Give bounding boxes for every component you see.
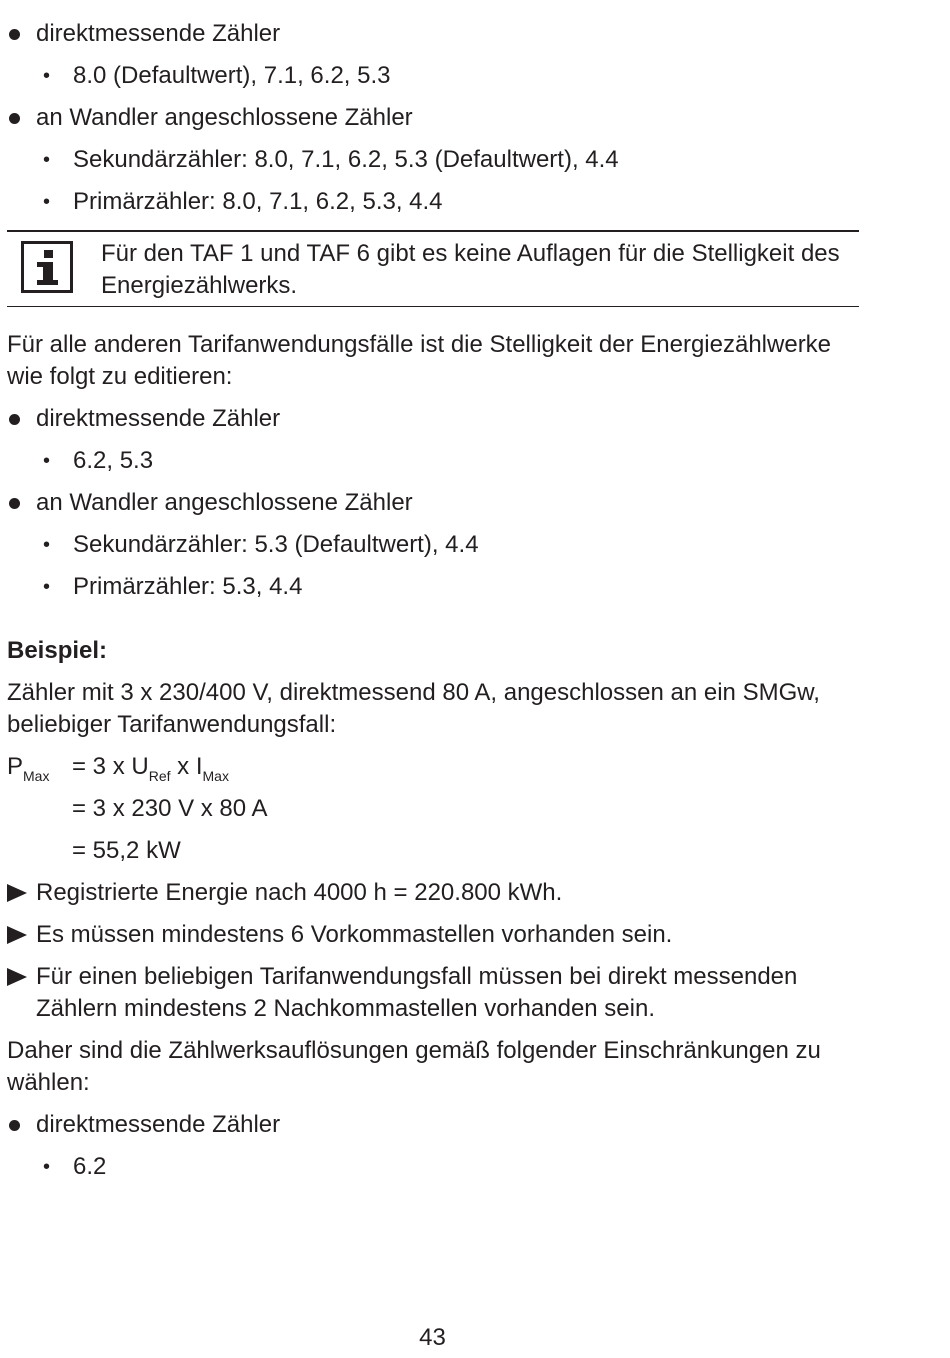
arrow-right-icon bbox=[7, 968, 27, 986]
formula-line-2: = 3 x 230 V x 80 A bbox=[72, 795, 268, 822]
result-item: Für einen beliebigen Tarifanwendungsfall müssen bei direkt messenden Zählern mindestens 2 Nachkommastellen vorhanden sein. bbox=[7, 961, 859, 1025]
formula-lhs: $P_{Max}$ bbox=[7, 753, 50, 784]
arrow-right-icon bbox=[7, 884, 27, 902]
sub-list-item: • Sekundärzähler: 8.0, 7.1, 6.2, 5.3 (Defaultwert), 4.4 bbox=[7, 144, 859, 176]
example-heading: Beispiel: bbox=[7, 637, 108, 664]
info-icon bbox=[21, 241, 73, 293]
example-intro: Zähler mit 3 x 230/400 V, direktmessend 80 A, angeschlossen an ein SMGw, beliebiger Tarifanwendungsfall: bbox=[7, 679, 820, 738]
sub-list-item: • Primärzähler: 8.0, 7.1, 6.2, 5.3, 4.4 bbox=[7, 186, 859, 218]
sub-list-item: • 6.2, 5.3 bbox=[7, 445, 859, 477]
page-number: 43 bbox=[419, 1324, 446, 1351]
formula-rhs: = 3 x $U_{Ref}$ x $I_{Max}$ bbox=[72, 753, 229, 784]
info-note bbox=[7, 230, 859, 307]
result-item: Es müssen mindestens 6 Vorkommastellen vorhanden sein. bbox=[7, 919, 859, 951]
list-item: an Wandler angeschlossene Zähler bbox=[7, 102, 859, 134]
sub-list-item: • 8.0 (Defaultwert), 7.1, 6.2, 5.3 bbox=[7, 60, 859, 92]
document-page bbox=[7, 18, 859, 1193]
list-item: direktmessende Zähler bbox=[7, 403, 859, 435]
list-item: an Wandler angeschlossene Zähler bbox=[7, 487, 859, 519]
arrow-right-icon bbox=[7, 926, 27, 944]
sub-list-item: • 6.2 bbox=[7, 1151, 859, 1183]
paragraph: Daher sind die Zählwerksauflösungen gemäß folgender Einschränkungen zu wählen: bbox=[7, 1037, 821, 1096]
sub-list-item: • Sekundärzähler: 5.3 (Defaultwert), 4.4 bbox=[7, 529, 859, 561]
note-text: Für den TAF 1 und TAF 6 gibt es keine Auflagen für die Stelligkeit des Energiezählwerks. bbox=[101, 240, 840, 299]
list-item: direktmessende Zähler bbox=[7, 1109, 859, 1141]
list-item: direktmessende Zähler bbox=[7, 18, 859, 50]
paragraph: Für alle anderen Tarifanwendungsfälle ist die Stelligkeit der Energiezählwerke wie folgt zu editieren: bbox=[7, 331, 832, 390]
sub-list-item: • Primärzähler: 5.3, 4.4 bbox=[7, 571, 859, 603]
formula-line-3: = 55,2 kW bbox=[72, 837, 181, 864]
result-item: Registrierte Energie nach 4000 h = 220.800 kWh. bbox=[7, 877, 859, 909]
formula-line-1 bbox=[7, 751, 859, 793]
